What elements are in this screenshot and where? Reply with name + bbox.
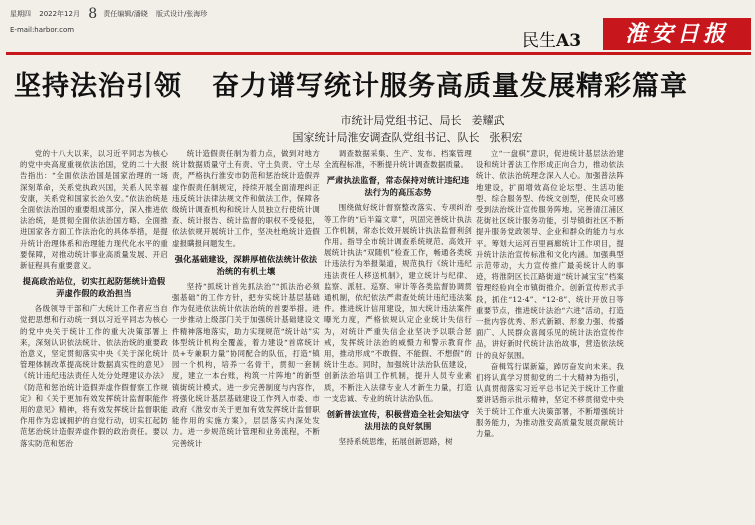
email-address: E-mail:harbor.com [10, 26, 75, 34]
designer-credit: 版式设计/张海珍 [155, 10, 208, 18]
paragraph: 统计造假责任制为着力点，做到对地方统计数据质量守土有责、守土负责、守土尽责，严格执行淮安市防范和惩治统计造假弄虚作假责任制规定，持续开展全面清理纠正违反统计法律法规文件和做法工作，保障各级统计调查机构和统计人员独立行使统计调查、统计报告、统计监督的职权不受侵犯，依法依规开展统计工作，坚决杜绝统计造假虚报瞒报问题发生。 [172, 149, 320, 248]
subheading: 提高政治站位，切实扛起防惩统计造假弄虚作假的政治担当 [22, 276, 166, 299]
article-column-1 [20, 148, 168, 525]
newspaper-logo: 淮安日报 [603, 18, 751, 50]
byline-2-role: 国家统计局淮安调查队党组书记、队长 [292, 131, 480, 144]
weekday: 星期四 [10, 10, 31, 18]
paragraph: 立“一盘棋”意识，促进统计基层法治建设和统计普法工作形成正向合力，推动依法统计、依法治统理念深入人心。加强普法阵地建设，扩面增效高位论坛型、生活功能型、综合服务型、传统文创型，使民众可感受到法治统计宣传服务阵地。完善清江浦区花街社区统计服务功能，引导镇街社区不断提升服务党政领导、企业和群众的能力与水平。筹划大运河百里画廊统计工作项目，提升统计法治宣传标准和文化内涵。加强典型示范带动，大力宣传推广最美统计人的事迹，将淮阴区长江路街道“统计减宝宝”档案管理经验向全市镇街推介。创新宣传形式手段，抓住“12·4”、“12·8”、统计开放日等重要节点，推进统计法治“六进”活动，打造一批内容优秀、形式新颖、形象力强、传播面广、人民群众喜闻乐见的统计法治宣传作品，讲好新时代统计法治故事，营造依法统计的良好氛围。 [476, 149, 624, 360]
byline-2 [0, 129, 755, 145]
headline-part2: 奋力谱写统计服务高质量发展精彩篇章 [212, 71, 688, 102]
subheading: 强化基础建设，深耕厚植依法统计依法治统的有机土壤 [174, 253, 318, 276]
section-heading [522, 26, 581, 51]
issue-day: 8 [88, 6, 98, 22]
article-column-2 [172, 148, 320, 525]
article-column-3 [324, 148, 472, 525]
paragraph: 坚持系统思维，拓展创新思路，树 [338, 437, 453, 447]
byline-1-name: 姜耀武 [471, 114, 505, 127]
paragraph: 坚持“抓统计首先抓法治”“抓法治必须强基础”的工作方针，把夯实统计基层基础作为促进依法统计依法治统的首要举措。进一步推动上级部门关于加强统计基础建设文件精神落地落实，助力实现规范“统计站”实体型统计机构全覆盖，着力建设“首席统计员+专兼职力量”协同配合的队伍，打造“镇园一个机构，培养一名骨干，贯彻一套制度，建立一本台账，构筑一片阵地”的新型镇街统计模式。进一步完善制度与内容作，将强化统计基层基础建设工作列入市委、市政府《淮安市关于更加有效发挥统计监督职能作用的实施方案》，层层落实内深处发力。进一步规范统计管理和业务流程，不断完善统计 [172, 281, 320, 448]
header-rule [6, 52, 751, 55]
paragraph: 党的十八大以来，以习近平同志为核心的党中央高度重视依法治国，党的二十大报告指出：“全面依法治国是国家治理的一场深刻革命，关系党执政兴国，关系人民幸福安康，关系党和国家长治久安。”依法治统是全面依法治国的重要组成部分，深入推进依法治统，是贯彻全面依法治国方略、全面推进国家各方面工作法治化的具体举措，是提升统计治理体系和治理能力现代化水平的重要保障，对推动统计事业高质量发展、开启新征程具有重要意义。 [20, 149, 168, 271]
byline-1 [0, 112, 755, 128]
byline-1-role: 市统计局党组书记、局长 [340, 114, 462, 127]
issue-date: 2022年12月 [39, 10, 80, 18]
article-column-4 [476, 148, 624, 525]
subheading: 创新普法宣传，积极营造全社会知法守法用法的良好氛围 [326, 409, 470, 432]
subheading: 严肃执法监督，常态保持对统计违纪违法行为的高压态势 [326, 175, 470, 198]
contact-email [10, 26, 84, 34]
article-body [20, 148, 755, 525]
editor-credit: 责任编辑/潘晓 [103, 10, 148, 18]
issue-info [10, 6, 213, 22]
byline-2-name: 张积宏 [489, 131, 523, 144]
paragraph: 各级领导干部和广大统计工作者应当自觉把思想和行动统一到以习近平同志为核心的党中央关于统计工作的重大决策部署上来，深刻认识依法统计、依法治统的重要政治意义，坚定贯彻落实中央《关于深化统计管理体制改革提高统计数据真实性的意见》《统计违纪违法责任人处分处理建议办法》《防范和惩治统计造假弄虚作假督察工作规定》和《关于更加有效发挥统计监督职能作用的意见》精神，将有效发挥统计监督职能作用作为忠诚拥护的自觉行动，切实扛起防范惩治统计造假弄虚作假的政治责任。要以落实防范和惩治 [20, 304, 168, 448]
paragraph: 围绕做好统计督察整改落实、专项纠治等工作的“后半篇文章”，巩固完善统计执法工作机制，常态长效开展统计执法监督利剑作用。指导全市统计调查系统规范、高效开展统计执法“双随机”检查工作，畅通各类统计违法行为举报渠道，规范执行《统计违纪违法责任人移送机制》，建立统计与纪律、监察、派驻、巡察、审计等各类监督协调贯通机制，依纪依法严肃查处统计违纪违法案件。推进统计信用建设，加大统计违法案件曝光力度，严格依规认定企业统计失信行为，对统计严重失信企业坚决予以联合惩戒，发挥统计法治的威慑力和警示教育作用，推动形成“不敢假、不能假、不想假”的统计生态。同时，加强统计法治队伍建设，创新法治培训工作机制，提升人员专业素质，不断注入法律专业人才新生力量，打造一支忠诚、专业的统计法治队伍。 [324, 203, 472, 403]
headline-part1: 坚持法治引领 [14, 71, 182, 102]
section-code: A3 [556, 31, 582, 51]
paragraph: 调查数据采集、生产、发布、档案管理全流程标准，不断提升统计调查数据质量。 [324, 149, 472, 170]
article-headline [14, 64, 744, 103]
paragraph: 奋楫笃行谋新篇，踔厉奋发向未来。我们将认真学习贯彻党的二十大精神为指引，认真贯彻落实习近平总书记关于统计工作重要讲话指示批示精神，坚定不移贯彻党中央关于统计工作重大决策部署，不断增强统计服务能力，为推动淮安高质量发展贡献统计力量。 [476, 361, 624, 439]
section-label: 民生 [522, 31, 556, 51]
masthead [0, 0, 755, 50]
